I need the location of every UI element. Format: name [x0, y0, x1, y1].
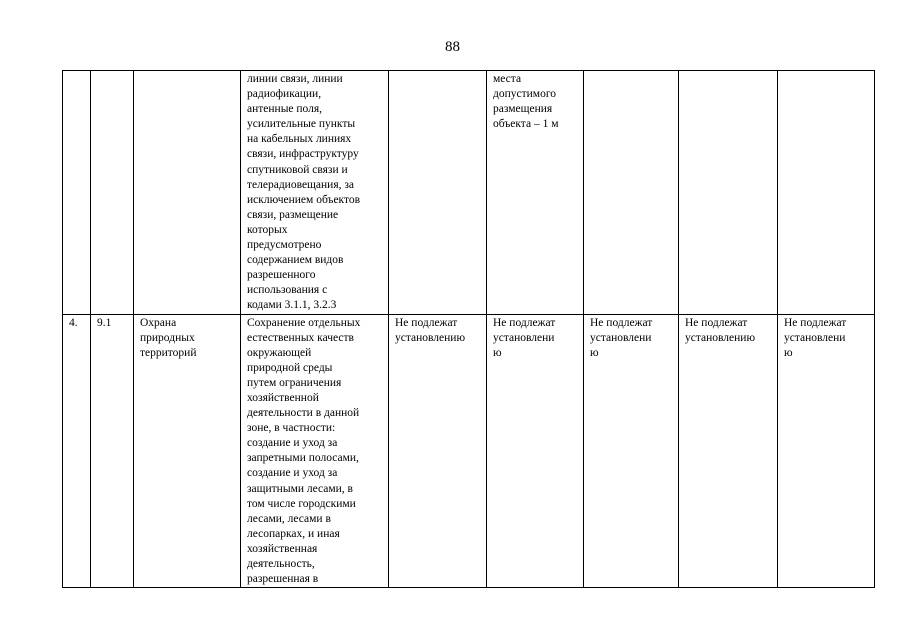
code-cell	[91, 71, 134, 315]
parameter-cell: Не подлежат установлению	[389, 314, 487, 588]
table-row	[63, 314, 875, 588]
parameter-cell: Не подлежат установлению	[679, 314, 778, 588]
parameter-cell: места допустимого размещения объекта – 1 м	[487, 71, 584, 315]
code-cell: 9.1	[91, 314, 134, 588]
row-number-cell: 4.	[63, 314, 91, 588]
parameter-cell	[679, 71, 778, 315]
row-number-cell	[63, 71, 91, 315]
use-name-cell	[134, 71, 241, 315]
parameter-cell: Не подлежат установлени ю	[584, 314, 679, 588]
parameter-cell	[584, 71, 679, 315]
land-use-table	[62, 70, 875, 588]
parameter-cell	[389, 71, 487, 315]
parameter-cell	[778, 71, 875, 315]
page-number: 88	[445, 39, 460, 55]
use-description-cell: линии связи, линии радиофикации, антенные поля, усилительные пункты на кабельных линиях связи, инфраструктуру спутниковой связи и телерадиовещания, за исключением объектов связи, размещение которых предусмотрено содержанием видов разрешенного использования с кодами 3.1.1, 3.2.3	[241, 71, 389, 315]
use-name-cell: Охрана природных территорий	[134, 314, 241, 588]
table-row	[63, 71, 875, 315]
parameter-cell: Не подлежат установлени ю	[487, 314, 584, 588]
parameter-cell: Не подлежат установлени ю	[778, 314, 875, 588]
use-description-cell: Сохранение отдельных естественных качеств окружающей природной среды путем ограничения хозяйственной деятельности в данной зоне, в частности: создание и уход за запретными полосами, создание и уход за защитными лесами, в том числе городскими лесами, лесами в лесопарках, и иная хозяйственная деятельность, разрешенная в	[241, 314, 389, 588]
